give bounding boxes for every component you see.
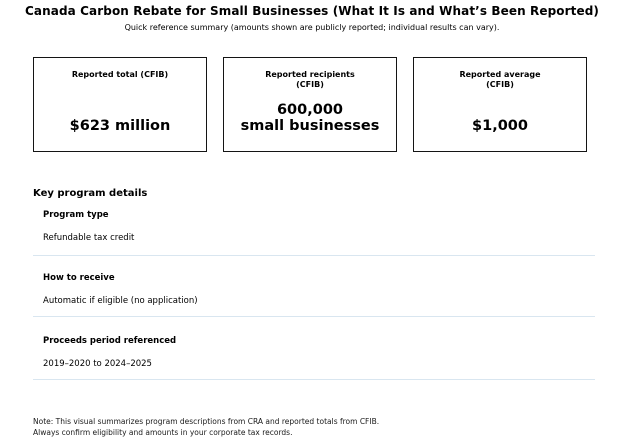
- stat-card-value-line: $1,000: [472, 118, 528, 134]
- stat-card-value-line: 600,000: [276, 102, 344, 118]
- stat-card-label-line: Reported recipients: [265, 70, 355, 79]
- detail-label: Program type: [43, 210, 109, 220]
- stat-card-value: [224, 102, 396, 134]
- section-heading-key-program-details: Key program details: [33, 188, 148, 199]
- stat-card-value: [414, 118, 586, 134]
- detail-row-how-to-receive: [33, 256, 595, 317]
- footnote-line: Note: This visual summarizes program descriptions from CRA and reported totals from CFIB.: [33, 417, 380, 426]
- detail-row-program-type: [33, 205, 595, 256]
- stat-card-reported-recipients: [223, 57, 397, 152]
- detail-label: Proceeds period referenced: [43, 336, 177, 346]
- detail-row-proceeds-period: [33, 317, 595, 380]
- stat-card-value: [34, 118, 206, 134]
- stat-card-label-line: Reported total (CFIB): [71, 70, 169, 79]
- detail-value: 2019–2020 to 2024–2025: [43, 359, 152, 369]
- stat-card-value-line: small businesses: [240, 118, 380, 134]
- detail-value: Automatic if eligible (no application): [43, 296, 198, 306]
- stat-card-label-line: Reported average: [459, 70, 541, 79]
- stat-card-label-line: (CFIB): [296, 80, 324, 89]
- stat-card-label: [224, 70, 396, 90]
- page-title: Canada Carbon Rebate for Small Businesses (What It Is and What’s Been Reported): [25, 4, 599, 18]
- detail-value: Refundable tax credit: [43, 233, 135, 243]
- stat-card-value-line: $623 million: [69, 118, 171, 134]
- page-subtitle: Quick reference summary (amounts shown are publicly reported; individual results can vary).: [124, 23, 500, 32]
- stat-card-reported-average: [413, 57, 587, 152]
- stat-card-label-line: (CFIB): [486, 80, 514, 89]
- stat-card-reported-total: [33, 57, 207, 152]
- stat-card-label: [414, 70, 586, 90]
- footnote-line: Always confirm eligibility and amounts in your corporate tax records.: [33, 427, 293, 437]
- footnote: [33, 417, 379, 438]
- stat-card-label: [34, 70, 206, 80]
- detail-label: How to receive: [43, 273, 115, 283]
